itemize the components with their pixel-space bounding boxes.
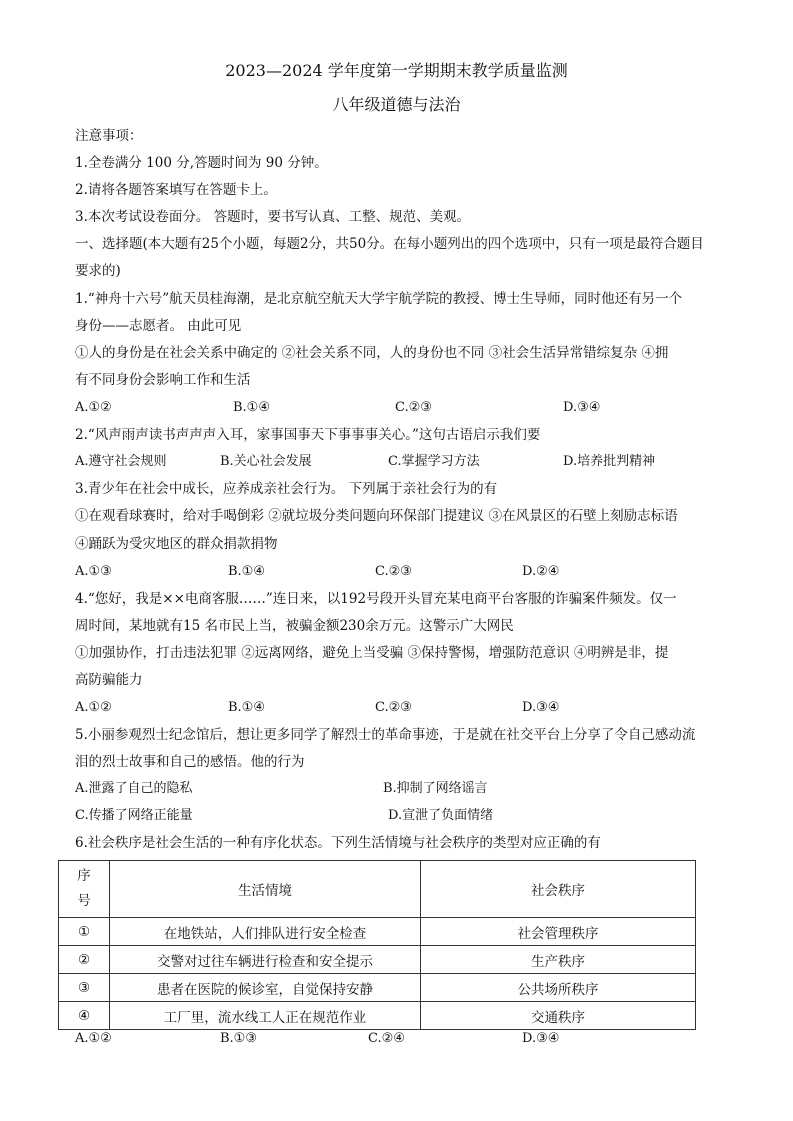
question-6-option-a: A.①② — [75, 1031, 112, 1046]
question-5-option-c: C.传播了网络正能量 — [75, 808, 193, 823]
question-3-option-c: C.②③ — [375, 564, 412, 579]
question-1-option-c: C.②③ — [395, 400, 432, 415]
question-3-stem: 3.青少年在社会中成长，应养成亲社会行为。 下列属于亲社会行为的有 — [75, 481, 498, 497]
table-cell: ③ — [59, 974, 110, 1002]
question-4-stem: 周时间，某地就有15 名市民上当，被骗金额230余万元。这警示广大网民 — [75, 618, 514, 634]
exam-subtitle: 八年级道德与法治 — [332, 95, 461, 114]
table-row — [59, 918, 696, 946]
table-cell: 在地铁站，人们排队进行安全检查 — [110, 918, 421, 946]
question-6-option-c: C.②④ — [368, 1031, 405, 1046]
question-3-statement: ④踊跃为受灾地区的群众捐款捐物 — [75, 536, 278, 552]
question-3-option-a: A.①③ — [75, 564, 112, 579]
question-6-option-d: D.③④ — [522, 1031, 560, 1046]
exam-title: 2023—2024 学年度第一学期期末教学质量监测 — [225, 61, 568, 80]
question-5-option-a: A.泄露了自己的隐私 — [75, 781, 193, 796]
question-3-statement: ①在观看球赛时，给对手喝倒彩 ②就垃圾分类问题向环保部门提建议 ③在风景区的石壁上刻励志标语 — [75, 508, 678, 524]
question-6-option-b: B.①③ — [220, 1031, 257, 1046]
section-intro: 一、选择题(本大题有25个小题，每题2分，共50分。在每小题列出的四个选项中，只有一项是最符合题目 — [75, 236, 704, 252]
table-header-row — [59, 861, 696, 918]
notes-heading: 注意事项： — [75, 128, 143, 144]
table-cell: 交通秩序 — [421, 1002, 696, 1030]
question-1-stem: 身份——志愿者。 由此可见 — [75, 318, 242, 334]
question-4-statement: ①加强协作，打击违法犯罪 ②远离网络，避免上当受骗 ③保持警惕，增强防范意识 ④明辨是非，提 — [75, 645, 669, 661]
section-intro: 要求的) — [75, 263, 121, 279]
question-4-option-b: B.①④ — [228, 700, 265, 715]
question-3-option-b: B.①④ — [228, 564, 265, 579]
table-cell: 生产秩序 — [421, 946, 696, 974]
question-2-option-d: D.培养批判精神 — [563, 454, 656, 469]
question-2-option-c: C.掌握学习方法 — [388, 454, 480, 469]
table-header-cell: 生活情境 — [110, 861, 421, 918]
table-row — [59, 1002, 696, 1030]
question-4-option-a: A.①② — [75, 700, 112, 715]
table-cell: ② — [59, 946, 110, 974]
table-cell: 工厂里，流水线工人正在规范作业 — [110, 1002, 421, 1030]
table-cell: 交警对过往车辆进行检查和安全提示 — [110, 946, 421, 974]
question-3-option-d: D.②④ — [522, 564, 560, 579]
question-2-stem: 2.“风声雨声读书声声声入耳，家事国事天下事事事关心。”这句古语启示我们要 — [75, 427, 541, 443]
table-header-cell: 社会秩序 — [421, 861, 696, 918]
question-5-option-b: B.抑制了网络谣言 — [383, 781, 488, 796]
question-1-option-d: D.③④ — [563, 400, 601, 415]
question-5-option-d: D.宣泄了负面情绪 — [388, 808, 494, 823]
note-item: 3.本次考试设卷面分。 答题时，要书写认真、工整、规范、美观。 — [75, 209, 471, 225]
table-row — [59, 946, 696, 974]
question-6-stem: 6.社会秩序是社会生活的一种有序化状态。下列生活情境与社会秩序的类型对应正确的有 — [75, 835, 601, 851]
table-cell: ④ — [59, 1002, 110, 1030]
question-1-option-b: B.①④ — [233, 400, 270, 415]
question-1-stem: 1.“神舟十六号”航天员桂海潮，是北京航空航天大学宇航学院的教授、博士生导师，同时他还有另一个 — [75, 291, 683, 307]
table-header-cell — [59, 861, 110, 918]
question-1-statement: ①人的身份是在社会关系中确定的 ②社会关系不同，人的身份也不同 ③社会生活异常错综复杂 ④拥 — [75, 345, 669, 361]
question-4-option-d: D.③④ — [522, 700, 560, 715]
table-cell: 患者在医院的候诊室，自觉保持安静 — [110, 974, 421, 1002]
question-4-option-c: C.②③ — [375, 700, 412, 715]
note-item: 2.请将各题答案填写在答题卡上。 — [75, 182, 277, 198]
question-1-option-a: A.①② — [75, 400, 112, 415]
question-1-statement: 有不同身份会影响工作和生活 — [75, 372, 251, 388]
question-4-statement: 高防骗能力 — [75, 672, 143, 688]
question-2-option-b: B.关心社会发展 — [220, 454, 312, 469]
question-5-stem: 5.小丽参观烈士纪念馆后，想让更多同学了解烈士的革命事迹，于是就在社交平台上分享了令自己感动流 — [75, 727, 696, 743]
table-row — [59, 974, 696, 1002]
table-cell: 社会管理秩序 — [421, 918, 696, 946]
table-cell: ① — [59, 918, 110, 946]
question-4-stem: 4.“您好，我是××电商客服……”连日来，以192号段开头冒充某电商平台客服的诈骗案件频发。仅一 — [75, 591, 677, 607]
question-2-option-a: A.遵守社会规则 — [75, 454, 167, 469]
situation-order-table — [58, 860, 696, 1030]
table-cell: 公共场所秩序 — [421, 974, 696, 1002]
header-number: 序号 — [77, 868, 91, 909]
note-item: 1.全卷满分 100 分,答题时间为 90 分钟。 — [75, 155, 328, 171]
question-5-stem: 泪的烈士故事和自己的感悟。他的行为 — [75, 754, 305, 770]
